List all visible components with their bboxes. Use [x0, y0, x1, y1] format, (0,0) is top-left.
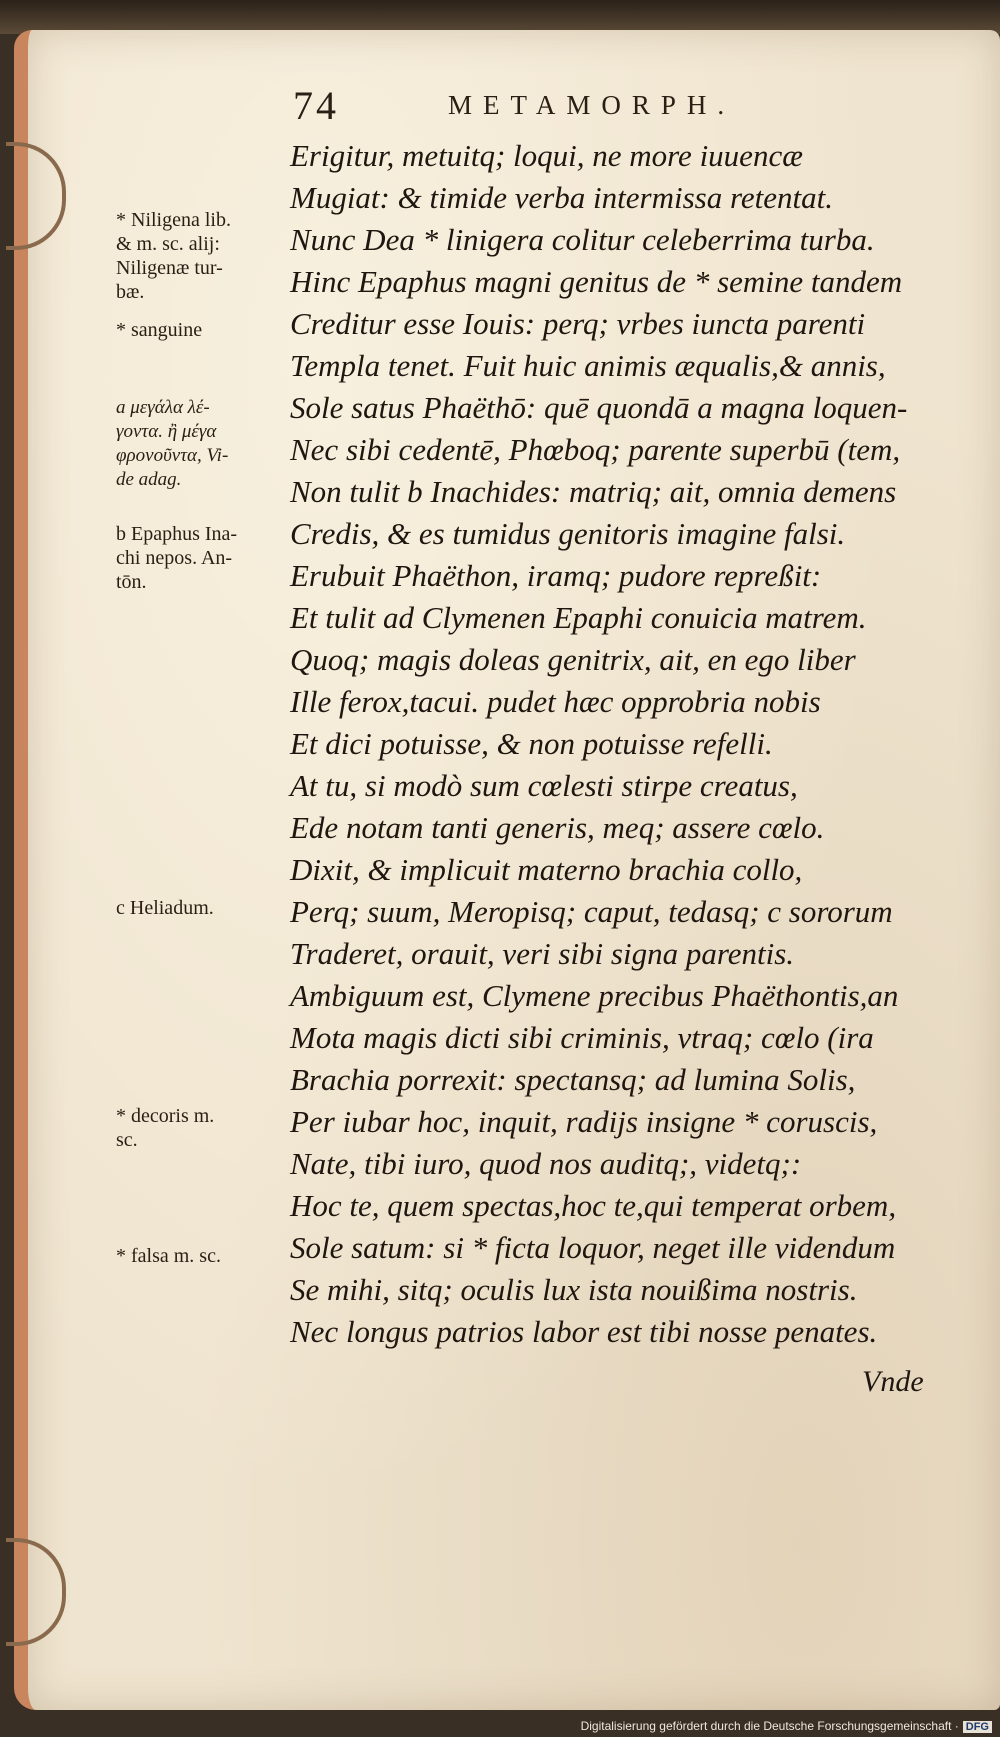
verse-line: Credis, & es tumidus genitoris imagine falsi. [290, 516, 846, 551]
verse-line: Dixit, & implicuit materno brachia collo, [290, 852, 803, 887]
verse-line: Per iubar hoc, inquit, radijs insigne * coruscis, [290, 1104, 878, 1139]
marginal-note-epaphus [116, 522, 288, 594]
verse-line: Erubuit Phaëthon, iramq; pudore repreßit: [290, 558, 822, 593]
verse-line: Templa tenet. Fuit huic animis æqualis,& annis, [290, 348, 886, 383]
marginal-note-line: * Niligena lib. [116, 209, 231, 231]
catchword: Vnde [862, 1365, 924, 1398]
marginal-note-line: * falsa m. sc. [116, 1245, 221, 1267]
verse-line: Hoc te, quem spectas,hoc te,qui temperat orbem, [290, 1188, 897, 1223]
running-title: METAMORPH. [448, 90, 736, 120]
verse-line: Nec longus patrios labor est tibi nosse penates. [290, 1314, 878, 1349]
marginal-note-line: tōn. [116, 571, 147, 593]
verse-line: Sole satum: si * ficta loquor, neget ille videndum [290, 1230, 896, 1265]
verse-line: Traderet, orauit, veri sibi signa parentis. [290, 936, 795, 971]
book-top-edge [0, 0, 1000, 34]
marginal-note-line: bæ. [116, 281, 145, 303]
marginal-note-line: φρονοῦντα, Vi- [116, 445, 229, 466]
marginal-note-line: * sanguine [116, 319, 203, 341]
verse-line: Ille ferox,tacui. pudet hæc opprobria nobis [290, 684, 821, 719]
verse-line: Mugiat: & timide verba intermissa retentat. [290, 180, 833, 215]
marginal-note-line: & m. sc. alij: [116, 233, 220, 255]
marginal-note-line: a μεγάλα λέ- [116, 397, 210, 418]
marginal-note-line: * decoris m. [116, 1105, 215, 1127]
dfg-logo: DFG [963, 1721, 992, 1733]
verse-line: Et tulit ad Clymenen Epaphi conuicia matrem. [290, 600, 867, 635]
verse-line: Ede notam tanti generis, meq; assere cœlo. [290, 810, 825, 845]
verse-line: At tu, si modò sum cœlesti stirpe creatus, [290, 768, 798, 803]
marginal-note-line: chi nepos. An- [116, 547, 233, 569]
verse-line: Nec sibi cedentē, Phœboq; parente superbū (tem, [290, 432, 901, 467]
verse-line: Et dici potuisse, & non potuisse refelli. [290, 726, 773, 761]
verse-line: Sole satus Phaëthō: quē quondā a magna loquen- [290, 390, 908, 425]
marginal-note-line: γοντα. ἢ μέγα [116, 421, 217, 442]
marginal-note-heliadum [116, 896, 288, 920]
marginal-note-line: b Epaphus Ina- [116, 523, 238, 545]
marginal-note-line: de adag. [116, 469, 182, 490]
marginal-note-line: sc. [116, 1129, 138, 1151]
marginal-note-greek [116, 396, 288, 492]
binding-ring-bottom [6, 1538, 66, 1646]
page-header [293, 82, 833, 132]
marginal-note-line: Niligenæ tur- [116, 257, 223, 279]
page-number: 74 [293, 83, 339, 128]
verse-line: Non tulit b Inachides: matriq; ait, omnia demens [290, 474, 897, 509]
verse-line: Nunc Dea * linigera colitur celeberrima turba. [290, 222, 875, 257]
marginal-note-falsa [116, 1244, 288, 1268]
marginal-note-decoris [116, 1104, 288, 1152]
marginal-note-line: c Heliadum. [116, 897, 214, 919]
binding-ring-top [6, 142, 66, 250]
verse-line: Erigitur, metuitq; loqui, ne more iuuencæ [290, 138, 803, 173]
verse-line: Quoq; magis doleas genitrix, ait, en ego liber [290, 642, 856, 677]
verse-line: Nate, tibi iuro, quod nos auditq;, videtq;: [290, 1146, 802, 1181]
verse-line: Ambiguum est, Clymene precibus Phaëthontis,an [290, 978, 899, 1013]
verse-line: Se mihi, sitq; oculis lux ista nouißima nostris. [290, 1272, 858, 1307]
verse-line: Hinc Epaphus magni genitus de * semine tandem [290, 264, 903, 299]
verse-line: Creditur esse Iouis: perq; vrbes iuncta parenti [290, 306, 866, 341]
verse-line: Mota magis dicti sibi criminis, vtraq; cœlo (ira [290, 1020, 874, 1055]
marginal-note-sanguine [116, 318, 288, 342]
digitization-footer [581, 1719, 992, 1733]
marginal-note-niligena [116, 208, 288, 304]
footer-text: Digitalisierung gefördert durch die Deutsche Forschungsgemeinschaft · [580, 1719, 959, 1733]
verse-line: Brachia porrexit: spectansq; ad lumina Solis, [290, 1062, 856, 1097]
verse-line: Perq; suum, Meropisq; caput, tedasq; c sororum [290, 894, 893, 929]
